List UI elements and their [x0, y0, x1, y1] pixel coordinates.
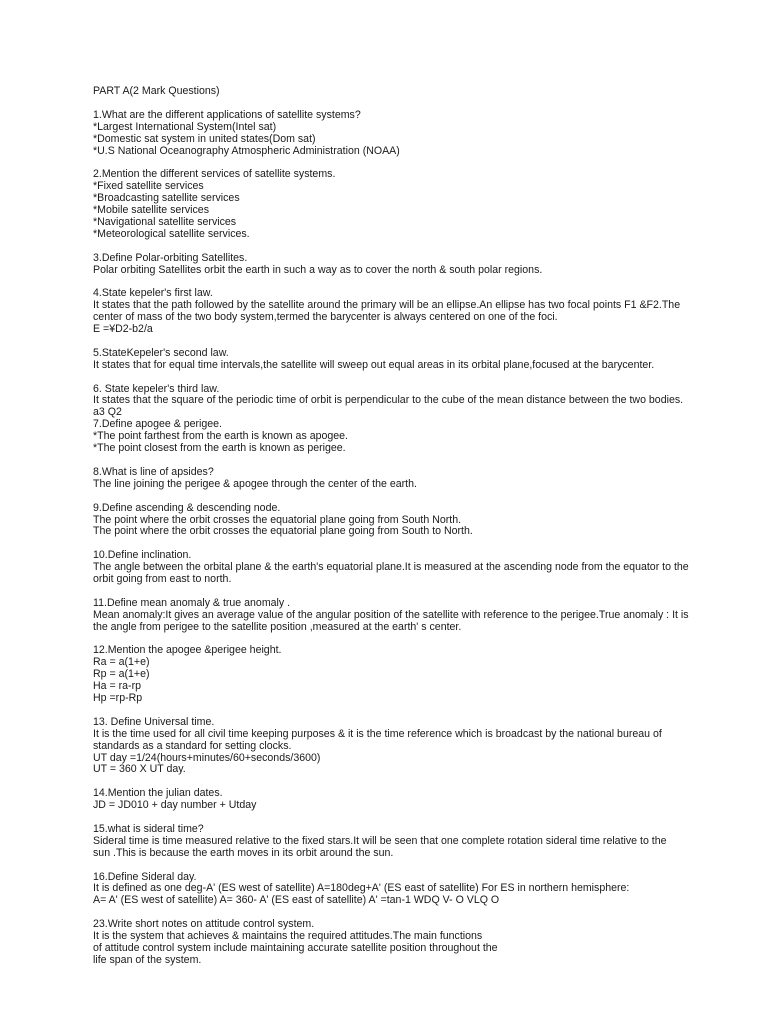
answer-line: JD = JD010 + day number + Utday	[93, 799, 257, 812]
answer-line: It states that the square of the periodic time of orbit is perpendicular to the cube of the mean distance between the two bodies.	[93, 394, 684, 407]
question-block	[93, 110, 733, 158]
question-block	[93, 550, 733, 586]
answer-line: The point where the orbit crosses the equatorial plane going from South North.	[93, 513, 462, 526]
answer-line: It is the system that achieves & maintains the required attitudes.The main functions	[93, 930, 483, 943]
answer-line: E =¥D2-b2/a	[93, 323, 153, 336]
answer-line: *Meteorological satellite services.	[93, 227, 250, 240]
question-block	[93, 253, 733, 277]
answer-line: standards as a standard for setting clocks.	[93, 739, 292, 752]
question-block	[93, 919, 733, 967]
question-block	[93, 169, 733, 240]
answer-line: orbit going from east to north.	[93, 573, 232, 586]
answer-line: The angle between the orbital plane & the earth's equatorial plane.It is measured at the ascending node from the equator to the	[93, 561, 689, 574]
answer-line: It is defined as one deg-A' (ES west of satellite) A=180deg+A' (ES east of satellite) For ES in northern hemisphere:	[93, 882, 630, 895]
answer-line: It states that for equal time intervals,the satellite will sweep out equal areas in its orbital plane,focused at the barycenter.	[93, 358, 655, 371]
answer-line: *The point closest from the earth is known as perigee.	[93, 442, 346, 455]
page-title: PART A(2 Mark Questions)	[93, 85, 220, 97]
question-heading: 8.What is line of apsides?	[93, 465, 214, 478]
answer-line: the angle from perigee to the satellite position ,measured at the earth' s center.	[93, 620, 462, 633]
answer-line: center of mass of the two body system,termed the barycenter is always centered on one of the foci.	[93, 311, 558, 324]
answer-line: *U.S National Oceanography Atmospheric Administration (NOAA)	[93, 144, 400, 157]
answer-line: life span of the system.	[93, 953, 202, 966]
question-block	[93, 788, 733, 812]
question-list	[93, 110, 733, 967]
answer-line: Rp = a(1+e)	[93, 668, 150, 681]
question-block	[93, 288, 733, 336]
question-block	[93, 598, 733, 634]
document-page	[93, 86, 733, 979]
question-heading: 4.State kepeler's first law.	[93, 287, 213, 300]
question-block	[93, 645, 733, 705]
answer-line: *Domestic sat system in united states(Dom sat)	[93, 132, 316, 145]
answer-line: Polar orbiting Satellites orbit the earth in such a way as to cover the north & south polar regions.	[93, 263, 543, 276]
question-heading: 12.Mention the apogee &perigee height.	[93, 644, 282, 657]
question-heading: 15.what is sideral time?	[93, 822, 204, 835]
question-heading: 1.What are the different applications of satellite systems?	[93, 108, 361, 121]
answer-line: a3 Q2	[93, 406, 122, 419]
answer-line: The point where the orbit crosses the equatorial plane going from South to North.	[93, 525, 473, 538]
answer-line: It is the time used for all civil time keeping purposes & it is the time reference which is broadcast by the national bureau of	[93, 727, 662, 740]
question-block	[93, 384, 733, 420]
answer-line: The line joining the perigee & apogee through the center of the earth.	[93, 477, 417, 490]
answer-line: *Broadcasting satellite services	[93, 192, 240, 205]
question-heading: 11.Define mean anomaly & true anomaly .	[93, 596, 291, 609]
answer-line: of attitude control system include maintaining accurate satellite position throughout the	[93, 942, 498, 954]
answer-line: *Navigational satellite services	[93, 215, 237, 228]
question-block	[93, 717, 733, 777]
question-heading: 6. State kepeler's third law.	[93, 382, 220, 395]
question-heading: 7.Define apogee & perigee.	[93, 418, 222, 431]
answer-line: *Fixed satellite services	[93, 180, 204, 193]
question-heading: 5.StateKepeler's second law.	[93, 346, 229, 359]
answer-line: sun .This is because the earth moves in its orbit around the sun.	[93, 846, 394, 859]
answer-line: Sideral time is time measured relative to the fixed stars.It will be seen that one complete rotation sideral time relative to the	[93, 834, 667, 847]
answer-line: *Largest International System(Intel sat)	[93, 120, 277, 133]
answer-line: It states that the path followed by the satellite around the primary will be an ellipse.An ellipse has two focal points F1 &F2.The	[93, 299, 681, 312]
answer-line: Mean anomaly:It gives an average value of the angular position of the satellite with reference to the perigee.True anomaly : It is	[93, 608, 689, 621]
question-heading: 14.Mention the julian dates.	[93, 787, 223, 800]
question-heading: 16.Define Sideral day.	[93, 870, 197, 883]
question-heading: 2.Mention the different services of satellite systems.	[93, 168, 336, 181]
question-heading: 9.Define ascending & descending node.	[93, 501, 281, 514]
question-block	[93, 467, 733, 491]
answer-line: A= A' (ES west of satellite) A= 360- A' (ES east of satellite) A' =tan-1 WDQ V- O VLQ O	[93, 894, 500, 907]
answer-line: Ha = ra-rp	[93, 680, 141, 693]
question-heading: 3.Define Polar-orbiting Satellites.	[93, 251, 248, 264]
answer-line: *Mobile satellite services	[93, 204, 209, 217]
answer-line: Ra = a(1+e)	[93, 656, 150, 669]
question-heading: 23.Write short notes on attitude control system.	[93, 918, 315, 931]
answer-line: Hp =rp-Rp	[93, 692, 143, 705]
question-block	[93, 419, 733, 455]
question-heading: 13. Define Universal time.	[93, 715, 215, 728]
question-block	[93, 872, 733, 908]
answer-line: UT day =1/24(hours+minutes/60+seconds/3600)	[93, 751, 321, 764]
question-heading: 10.Define inclination.	[93, 549, 192, 562]
question-block	[93, 824, 733, 860]
question-block	[93, 503, 733, 539]
answer-line: UT = 360 X UT day.	[93, 763, 186, 776]
question-block	[93, 348, 733, 372]
answer-line: *The point farthest from the earth is known as apogee.	[93, 430, 348, 443]
